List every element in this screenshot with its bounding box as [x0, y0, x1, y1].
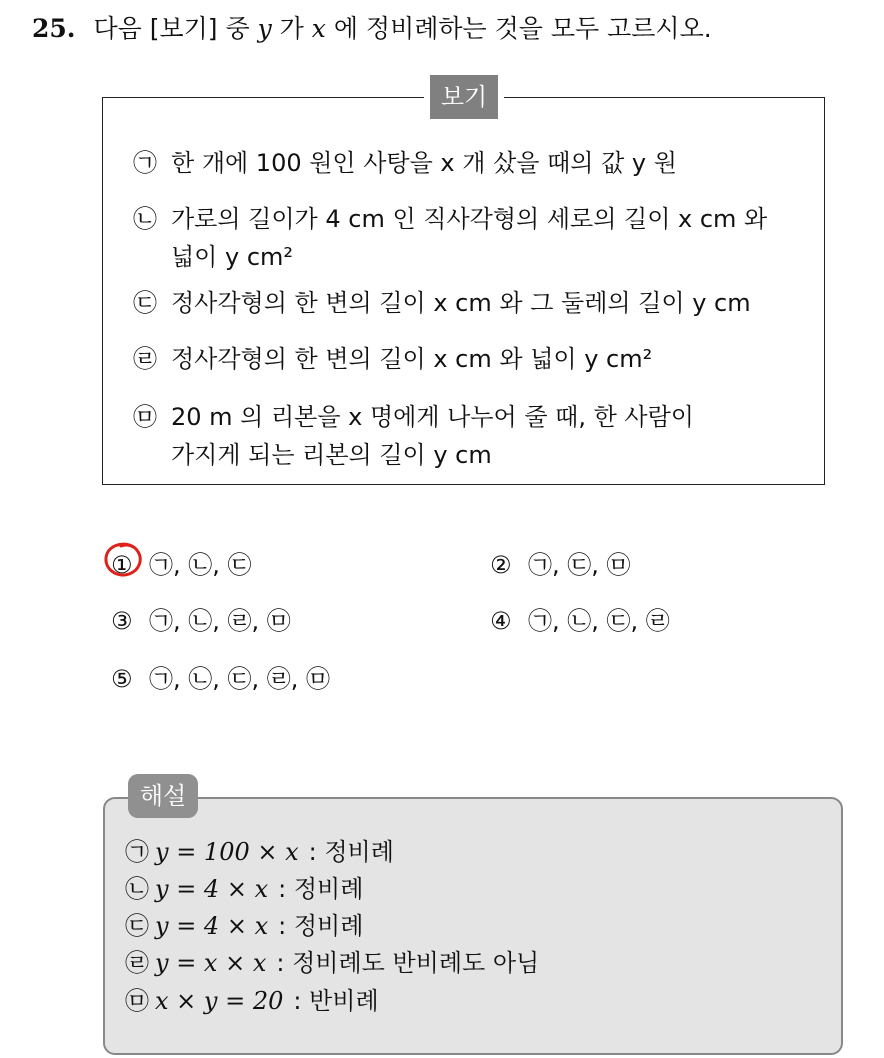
choice-text: ㉠, ㉡, ㉢, ㉣, ㉤ — [149, 665, 331, 693]
question-number: 25. — [32, 14, 76, 43]
bogi-item-3 — [133, 284, 751, 322]
explanation-result: : 정비례 — [308, 838, 394, 866]
bogi-marker: ㉡ — [133, 205, 157, 233]
explanation-equation: y = 4 × x — [155, 912, 269, 940]
choice-number: ④ — [490, 607, 512, 635]
explanation-equation: x × y = 20 — [155, 987, 284, 1015]
explanation-marker: ㉤ — [125, 987, 149, 1015]
explanation-equation: y = 4 × x — [155, 875, 269, 903]
choice-2[interactable] — [490, 548, 631, 582]
choice-number: ② — [490, 551, 512, 579]
choice-text: ㉠, ㉡, ㉢ — [149, 551, 252, 579]
choice-text: ㉠, ㉡, ㉢, ㉣ — [528, 607, 670, 635]
bogi-item-text: 정사각형의 한 변의 길이 x cm 와 그 둘레의 길이 y cm — [171, 289, 751, 317]
bogi-item-text: 20 m 의 리본을 x 명에게 나누어 줄 때, 한 사람이 — [171, 403, 694, 431]
bogi-item-text-line2: 넓이 y cm² — [171, 243, 294, 271]
explanation-marker: ㉢ — [125, 912, 149, 940]
bogi-item-5 — [133, 398, 694, 474]
choice-5[interactable] — [111, 662, 330, 696]
explanation-marker: ㉣ — [125, 949, 149, 977]
explanation-line-2 — [125, 871, 363, 907]
choice-3[interactable] — [111, 604, 291, 638]
explanation-line-5 — [125, 983, 379, 1019]
explanation-result: : 정비례 — [278, 875, 364, 903]
bogi-item-text: 가로의 길이가 4 cm 인 직사각형의 세로의 길이 x cm 와 — [171, 205, 768, 233]
explanation-line-4 — [125, 945, 539, 981]
bogi-item-text: 한 개에 100 원인 사탕을 x 개 샀을 때의 값 y 원 — [171, 149, 677, 177]
bogi-marker: ㉤ — [133, 403, 157, 431]
explanation-equation: y = x × x — [155, 949, 267, 977]
choice-text: ㉠, ㉢, ㉤ — [528, 551, 631, 579]
explanation-marker: ㉡ — [125, 875, 149, 903]
bogi-item-1 — [133, 144, 677, 182]
choice-number: ① — [111, 551, 133, 579]
bogi-item-text-line2: 가지게 되는 리본의 길이 y cm — [171, 441, 492, 469]
bogi-item-2 — [133, 200, 767, 276]
question-text-post: 에 정비례하는 것을 모두 고르시오. — [325, 14, 712, 43]
bogi-item-text: 정사각형의 한 변의 길이 x cm 와 넓이 y cm² — [171, 345, 653, 373]
explanation-result: : 정비례 — [278, 912, 364, 940]
bogi-item-4 — [133, 340, 652, 378]
question-text-mid: 가 — [271, 14, 312, 43]
bogi-marker: ㉢ — [133, 289, 157, 317]
question-var-y: y — [257, 14, 272, 43]
choice-1[interactable] — [111, 548, 252, 582]
choice-4[interactable] — [490, 604, 670, 638]
question-text — [94, 14, 712, 43]
explanation-line-3 — [125, 908, 363, 944]
bogi-marker: ㉣ — [133, 345, 157, 373]
question-text-pre: 다음 [보기] 중 — [93, 14, 258, 43]
bogi-marker: ㉠ — [133, 149, 157, 177]
explanation-result: : 정비례도 반비례도 아님 — [276, 949, 540, 977]
choice-text: ㉠, ㉡, ㉣, ㉤ — [149, 607, 291, 635]
choice-number: ③ — [111, 607, 133, 635]
explanation-marker: ㉠ — [125, 838, 149, 866]
explanation-line-1 — [125, 834, 394, 870]
choice-number: ⑤ — [111, 665, 133, 693]
question-var-x: x — [311, 14, 326, 43]
explanation-result: : 반비례 — [293, 987, 379, 1015]
bogi-title: 보기 — [430, 75, 498, 119]
question-header — [32, 12, 712, 46]
explanation-title: 해설 — [128, 774, 198, 818]
explanation-equation: y = 100 × x — [155, 838, 299, 866]
